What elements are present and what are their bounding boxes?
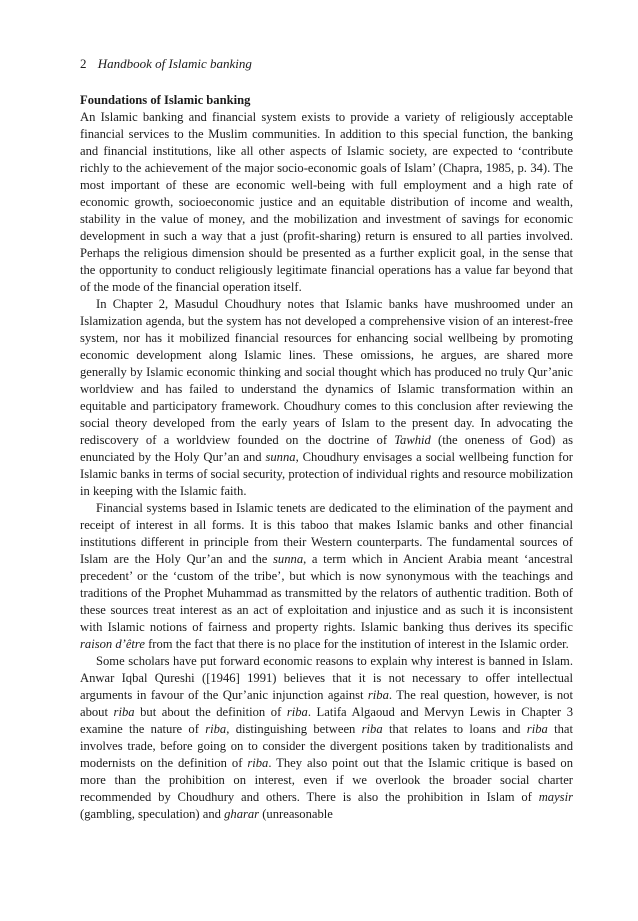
italic-term: riba [286, 705, 308, 719]
italic-term: riba [205, 722, 227, 736]
paragraph [80, 653, 573, 823]
italic-term: riba [367, 688, 389, 702]
text-run: , distinguishing between [226, 722, 362, 736]
text-run: from the fact that there is no place for the institution of interest in the Islamic order. [144, 637, 569, 651]
text-run: (unreasonable [259, 807, 333, 821]
italic-term: maysir [538, 790, 573, 804]
text-run: (the oneness of God) as enunciated by the Holy Qur’an and [80, 433, 573, 464]
running-head [80, 56, 573, 72]
text-run: . They also point out that the Islamic critique is based on more than the prohibition on interest, even if we overlook the broader social charter recommended by Choudhury and others. There is also the prohibition in Islam of [80, 756, 574, 804]
italic-term: sunna [265, 450, 296, 464]
italic-term: gharar [224, 807, 260, 821]
book-page [80, 56, 573, 823]
text-run: In Chapter 2, Masudul Choudhury notes that Islamic banks have mushroomed under an Islamization agenda, but the system has not developed a comprehensive vision of an interest-free system, nor has it mobilized financial resources for enhancing social wellbeing by promoting economic development along Islamic lines. These omissions, he argues, are shared more generally by Islamic economic thinking and social thought which has produced no truly Qur’anic worldview and has failed to understand the dynamics of Islamic transformation within an equitable and participatory framework. Choudhury comes to this conclusion after reviewing the social theory developed from the early years of Islam to the present day. In advocating the rediscovery of a worldview founded on the doctrine of [80, 297, 573, 447]
text-run: (gambling, speculation) and [80, 807, 225, 821]
page-number: 2 [80, 56, 87, 71]
italic-term: Tawhid [394, 433, 431, 447]
text-run: . Latifa Algaoud and Mervyn Lewis in Chapter 3 examine the nature of [80, 705, 573, 736]
text-run: , Choudhury envisages a social wellbeing function for Islamic banks in terms of social security, protection of individual rights and resource mobilization in keeping with the Islamic faith. [80, 450, 574, 498]
text-run: that involves trade, before going on to consider the divergent positions taken by traditionalists and modernists on the definition of [80, 722, 573, 770]
text-run: that relates to loans and [382, 722, 527, 736]
italic-term: riba [361, 722, 383, 736]
paragraph [80, 109, 573, 296]
text-run: , a term which in Ancient Arabia meant ‘ancestral precedent’ or the ‘custom of the tribe’, but which is now synonymous with the teachings and traditions of the Prophet Muhammad as transmitted by the relators of authentic tradition. Both of these sources treat interest as an act of exploitation and injustice and as such it is inconsistent with Islamic notions of fairness and property rights. Islamic banking thus derives its specific [80, 552, 573, 634]
italic-term: riba [247, 756, 269, 770]
text-run: but about the definition of [134, 705, 287, 719]
text-run: An Islamic banking and financial system exists to provide a variety of religiously acceptable financial services to the Muslim communities. In addition to this special function, the banking and financial institutions, like all other aspects of Islamic society, are expected to ‘contribute richly to the achievement of the major socio-economic goals of Islam’ (Chapra, 1985, p. 34). The most important of these are economic well-being with full employment and a high rate of economic growth, socioeconomic justice and an equitable distribution of income and wealth, stability in the value of money, and the mobilization and investment of savings for economic development in such a way that a just (profit-sharing) return is ensured to all parties involved. Perhaps the religious dimension should be presented as a further explicit goal, in the sense that the opportunity to conduct religiously legitimate financial operations has a value far beyond that of the mode of the financial operation itself. [80, 110, 573, 294]
italic-term: riba [113, 705, 135, 719]
section-heading: Foundations of Islamic banking [80, 93, 251, 107]
paragraph [80, 500, 573, 653]
text-run: . The real question, however, is not about [80, 688, 573, 719]
italic-term: sunna [273, 552, 304, 566]
book-title: Handbook of Islamic banking [97, 56, 252, 71]
text-run: Some scholars have put forward economic reasons to explain why interest is banned in Islam. Anwar Iqbal Qureshi ([1946] 1991) believes that it is not necessary to offer intellectual arguments in favour of the Qur’anic injunction against [80, 654, 573, 702]
italic-term: raison d’être [80, 637, 145, 651]
italic-term: riba [526, 722, 548, 736]
paragraph [80, 296, 573, 500]
body-text [80, 109, 573, 823]
text-run: Financial systems based in Islamic tenets are dedicated to the elimination of the payment and receipt of interest in all forms. It is this taboo that makes Islamic banks and other financial institutions different in principle from their Western counterparts. The fundamental sources of Islam are the Holy Qur’an and the [80, 501, 573, 566]
